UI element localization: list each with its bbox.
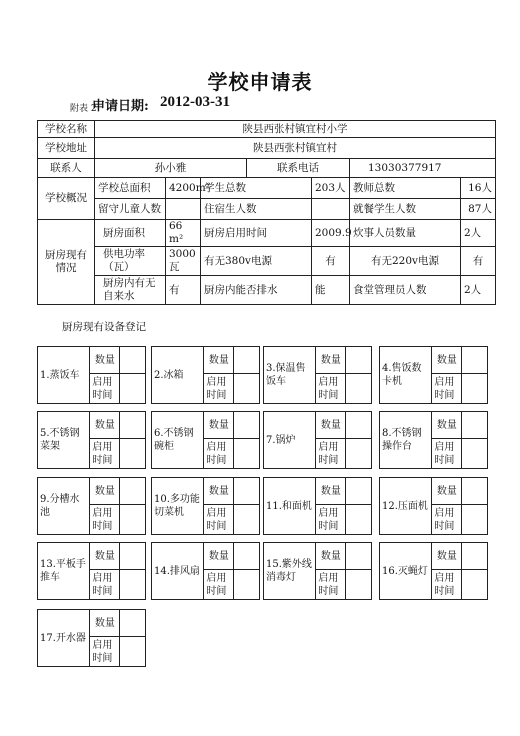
equipment-name: 13.平板手推车 [38,543,90,600]
contact-value: 孙小雅 [95,159,247,178]
equipment-qty-value [120,543,146,570]
equipment-date-value [120,374,146,404]
equipment-item [379,346,488,404]
equipment-qty-value [462,347,488,374]
equipment-qty-value [234,347,260,374]
equipment-date-label: 启用时间 [316,374,346,404]
students-label: 学生总数 [201,178,312,199]
equipment-date-label: 启用时间 [204,505,234,535]
water-value: 有 [166,276,201,305]
equipment-date-value [234,374,260,404]
equipment-qty-label: 数量 [316,347,346,374]
equipment-date-label: 启用时间 [316,570,346,600]
equipment-date-label: 启用时间 [90,374,120,404]
overview-label: 学校概况 [38,178,95,220]
v380-value: 有 [312,247,350,276]
equipment-date-value [462,570,488,600]
page-title: 学校申请表 [207,70,313,94]
equipment-name: 17.开水器 [38,610,90,667]
boarding-label: 住宿生人数 [201,199,312,220]
cooks-value: 2人 [461,220,496,247]
students-value: 203人 [312,178,350,199]
equipment-date-value [462,439,488,469]
teachers-label: 教师总数 [350,178,461,199]
equipment-date-label: 启用时间 [204,439,234,469]
equipment-qty-value [346,347,372,374]
equipment-date-label: 启用时间 [316,505,346,535]
equipment-qty-value [120,347,146,374]
application-table [37,120,496,305]
drain-value: 能 [312,276,350,305]
equipment-name: 10.多功能切菜机 [152,478,204,535]
equipment-name: 16.灭蝇灯 [380,543,432,600]
equipment-name: 14.排风扇 [152,543,204,600]
equipment-qty-label: 数量 [204,412,234,439]
equipment-date-value [120,570,146,600]
equipment-qty-value [462,543,488,570]
equipment-date-value [234,505,260,535]
boarding-value [312,199,350,220]
v220-value: 有 [461,247,496,276]
managers-value: 2人 [461,276,496,305]
equipment-qty-value [234,543,260,570]
equipment-qty-value [234,478,260,505]
dining-value: 87人 [461,199,496,220]
left-behind-value [166,199,201,220]
equipment-name: 4.售饭数卡机 [380,347,432,404]
equipment-date-label: 启用时间 [204,570,234,600]
equipment-qty-value [462,478,488,505]
equipment-qty-value [120,610,146,637]
equipment-name: 12.压面机 [380,478,432,535]
equipment-name: 3.保温售饭车 [264,347,316,404]
equipment-qty-label: 数量 [204,543,234,570]
equipment-date-label: 启用时间 [90,439,120,469]
school-name-label: 学校名称 [38,121,95,138]
equipment-date-value [120,439,146,469]
equipment-qty-label: 数量 [316,412,346,439]
equipment-date-value [346,570,372,600]
equipment-date-value [346,374,372,404]
equipment-item [263,542,372,600]
kitchen-area-value: 66 m² [166,220,201,247]
drain-label: 厨房内能否排水 [201,276,312,305]
equipment-date-label: 启用时间 [432,505,462,535]
equipment-date-label: 启用时间 [432,374,462,404]
date-value: 2012-03-31 [160,94,230,110]
equipment-qty-value [234,412,260,439]
equipment-qty-label: 数量 [316,478,346,505]
equipment-name: 7.锅炉 [264,412,316,469]
equipment-name: 2.冰箱 [152,347,204,404]
equipment-name: 15.紫外线消毒灯 [264,543,316,600]
kitchen-area-label: 厨房面积 [95,220,166,247]
equipment-item [151,477,260,535]
equipment-item [263,477,372,535]
equipment-name: 5.不锈钢菜架 [38,412,90,469]
equipment-date-label: 启用时间 [316,439,346,469]
school-address-label: 学校地址 [38,138,95,159]
equipment-item [151,411,260,469]
v380-label: 有无380v电源 [201,247,312,276]
equipment-item [37,542,146,600]
equipment-qty-label: 数量 [90,412,120,439]
kitchen-label: 厨房现有情况 [38,220,95,305]
equipment-section-title: 厨房现有设备登记 [62,321,146,333]
school-name-value: 陕县西张村镇宜村小学 [95,121,496,138]
equipment-qty-value [120,412,146,439]
equipment-qty-label: 数量 [432,347,462,374]
equipment-date-value [462,374,488,404]
equipment-item [151,346,260,404]
equipment-date-value [462,505,488,535]
equipment-qty-label: 数量 [432,543,462,570]
equipment-item [379,542,488,600]
equipment-qty-label: 数量 [316,543,346,570]
equipment-item [37,477,146,535]
equipment-date-value [120,637,146,667]
equipment-item [151,542,260,600]
phone-label: 联系电话 [247,159,350,178]
equipment-item [379,411,488,469]
equipment-date-value [120,505,146,535]
equipment-name: 6.不锈钢碗柜 [152,412,204,469]
equipment-date-label: 启用时间 [432,439,462,469]
cooks-label: 炊事人员数量 [350,220,461,247]
equipment-qty-label: 数量 [90,347,120,374]
contact-label: 联系人 [38,159,95,178]
equipment-item [37,346,146,404]
phone-value: 13030377917 [350,159,496,178]
power-label: 供电功率（瓦） [95,247,166,276]
equipment-date-value [346,505,372,535]
equipment-qty-value [346,412,372,439]
equipment-name: 8.不锈钢操作台 [380,412,432,469]
date-label: 申请日期: [92,99,149,114]
equipment-date-value [234,570,260,600]
kitchen-start-label: 厨房启用时间 [201,220,312,247]
equipment-date-label: 启用时间 [90,570,120,600]
kitchen-start-value: 2009.9 [312,220,350,247]
water-label: 厨房内有无自来水 [95,276,166,305]
equipment-qty-value [346,478,372,505]
equipment-qty-value [120,478,146,505]
equipment-qty-label: 数量 [204,347,234,374]
equipment-date-label: 启用时间 [90,505,120,535]
equipment-item [37,609,146,667]
equipment-item [379,477,488,535]
equipment-date-label: 启用时间 [432,570,462,600]
equipment-date-value [234,439,260,469]
equipment-qty-value [346,543,372,570]
left-behind-label: 留守儿童人数 [95,199,166,220]
power-value: 3000瓦 [166,247,201,276]
annex-label: 附表 2 [70,104,97,114]
equipment-date-label: 启用时间 [90,637,120,667]
equipment-qty-label: 数量 [432,478,462,505]
equipment-item [263,346,372,404]
equipment-name: 9.分槽水池 [38,478,90,535]
equipment-date-value [346,439,372,469]
equipment-name: 11.和面机 [264,478,316,535]
school-address-value: 陕县西张村镇宜村 [95,138,496,159]
v220-label: 有无220v电源 [350,247,461,276]
equipment-item [37,411,146,469]
total-area-label: 学校总面积 [95,178,166,199]
teachers-value: 16人 [461,178,496,199]
equipment-qty-label: 数量 [204,478,234,505]
equipment-name: 1.蒸饭车 [38,347,90,404]
equipment-date-label: 启用时间 [204,374,234,404]
equipment-item [263,411,372,469]
equipment-qty-label: 数量 [90,543,120,570]
total-area-value: 4200m² [166,178,201,199]
equipment-qty-value [462,412,488,439]
managers-label: 食堂管理员人数 [350,276,461,305]
equipment-qty-label: 数量 [90,610,120,637]
dining-label: 就餐学生人数 [350,199,461,220]
equipment-qty-label: 数量 [432,412,462,439]
equipment-qty-label: 数量 [90,478,120,505]
